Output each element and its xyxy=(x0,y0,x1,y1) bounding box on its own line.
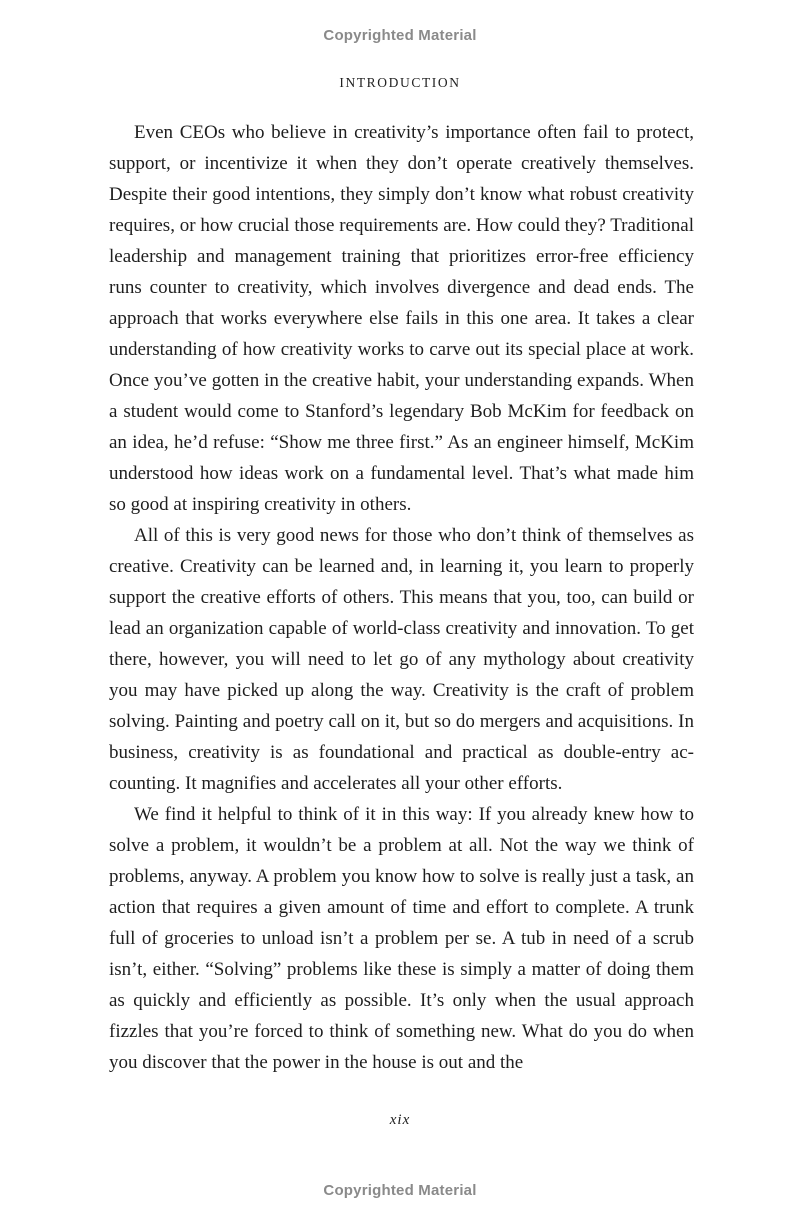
copyright-watermark-top: Copyrighted Material xyxy=(323,27,477,44)
page-number: xix xyxy=(389,1112,411,1128)
paragraph-2: All of this is very good news for those who don’t think of themselves as creative. Creativity can be learned and, in learning it, you learn to properly support the creative efforts of others. This means that you, too, can build or lead an organization capable of world-class creativity and innovation. To get there, however, you will need to let go of any mythology about creativity you may have picked up along the way. Creativity is the craft of problem solving. Painting and poetry call on it, but so do mergers and acquisitions. In business, creativity is as foundational and practical as double-entry accounting. It magnifies and accelerates all your other efforts. xyxy=(109,525,694,794)
paragraph-1: Even CEOs who believe in creativity’s importance often fail to protect, support, or incentivize it when they don’t operate creatively themselves. Despite their good intentions, they simply don’t know what robust creativity requires, or how crucial those requirements are. How could they? Traditional leadership and management training that prioritizes error-free efficiency runs counter to creativity, which involves divergence and dead ends. The approach that works everywhere else fails in this one area. It takes a clear understanding of how creativity works to carve out its special place at work. Once you’ve gotten in the creative habit, your understanding expands. When a student would come to Stanford’s legendary Bob McKim for feedback on an idea, he’d refuse: “Show me three first.” As an engineer himself, McKim understood how ideas work on a fundamental level. That’s what made him so good at inspiring creativity in others. xyxy=(109,122,694,515)
copyright-watermark-bottom: Copyrighted Material xyxy=(323,1182,477,1199)
paragraph-3: We find it helpful to think of it in this way: If you already knew how to solve a problem, it wouldn’t be a problem at all. Not the way we think of problems, anyway. A problem you know how to solve is really just a task, an action that requires a given amount of time and effort to complete. A trunk full of groceries to unload isn’t a problem per se. A tub in need of a scrub isn’t, either. “Solving” problems like these is simply a matter of doing them as quickly and efficiently as possible. It’s only when the usual approach fizzles that you’re forced to think of something new. What do you do when you discover that the power in the house is out and the xyxy=(109,804,694,1073)
body-text xyxy=(109,117,694,1078)
running-head: INTRODUCTION xyxy=(339,75,461,90)
